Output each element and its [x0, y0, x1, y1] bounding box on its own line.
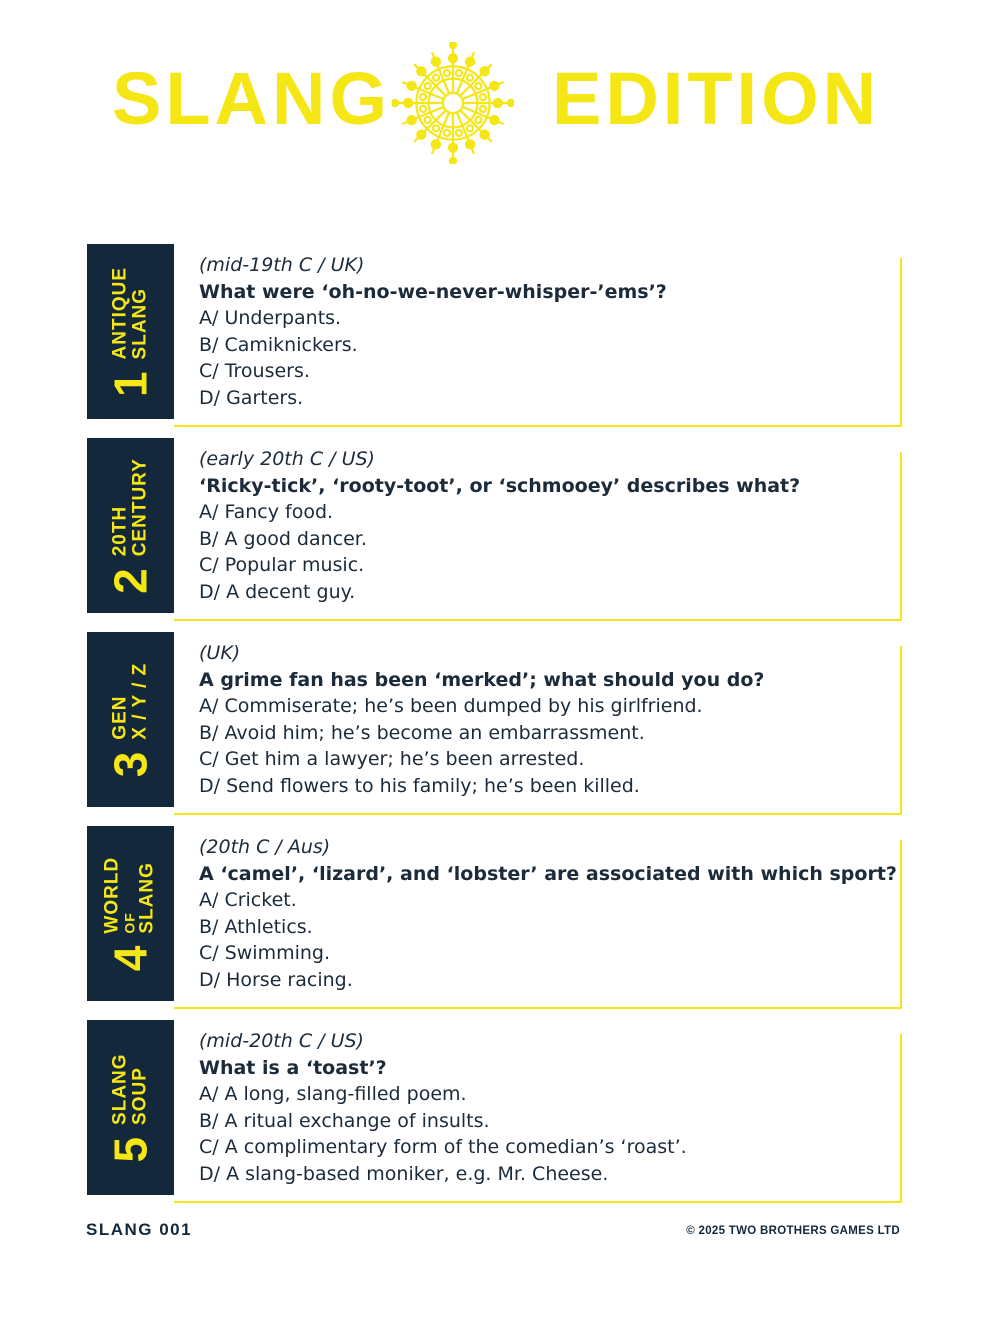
card-content: [199, 1028, 899, 1187]
answer-option: A/ Cricket.: [199, 889, 297, 911]
card-content: [199, 640, 899, 799]
answer-option: D/ A slang-based moniker, e.g. Mr. Cheese.: [199, 1162, 609, 1185]
title-left: SLANG: [112, 57, 391, 140]
origin-label: (mid-20th C / US): [199, 1030, 364, 1052]
category-number: 5: [104, 1136, 156, 1163]
answer-option: B/ Avoid him; he’s become an embarrassment.: [199, 721, 645, 744]
question-card: [87, 632, 902, 810]
answer-option: A/ A long, slang-filled poem.: [199, 1083, 467, 1105]
category-line: OF: [121, 912, 138, 934]
answer-option: B/ Athletics.: [199, 915, 313, 938]
answer-option: D/ Horse racing.: [199, 968, 353, 991]
question-text: A grime fan has been ‘merked’; what should you do?: [199, 668, 765, 691]
category-line: WORLD: [101, 856, 123, 934]
category-line: SLANG: [109, 1053, 131, 1125]
answer-option: C/ Swimming.: [199, 942, 331, 964]
answer-option: B/ A ritual exchange of insults.: [199, 1109, 490, 1132]
answer-option: D/ Garters.: [199, 386, 304, 409]
category-name: [103, 857, 158, 934]
title-right: EDITION: [552, 57, 881, 140]
category-name: [110, 267, 150, 360]
answer-option: B/ Camiknickers.: [199, 333, 358, 356]
question-card: [87, 1020, 902, 1198]
question-text: What were ‘oh-no-we-never-whisper-’ems’?: [199, 280, 667, 303]
category-line: ANTIQUE: [109, 266, 131, 360]
answer-option: A/ Underpants.: [199, 307, 342, 329]
category-line: CENTURY: [129, 458, 150, 557]
category-line: SOUP: [129, 1067, 150, 1125]
snowflake-mandala-icon: [392, 42, 514, 164]
question-card: [87, 244, 902, 422]
category-number: 1: [104, 371, 156, 398]
answer-option: D/ Send flowers to his family; he’s been killed.: [199, 774, 640, 797]
category-label: [87, 439, 174, 614]
answer-option: A/ Fancy food.: [199, 501, 334, 523]
question-text: A ‘camel’, ‘lizard’, and ‘lobster’ are associated with which sport?: [199, 862, 897, 885]
category-label: [87, 245, 174, 420]
category-line: X / Y / Z: [129, 662, 150, 740]
origin-label: (mid-19th C / UK): [199, 254, 365, 276]
category-tab: [87, 632, 174, 807]
category-line: SLANG: [129, 287, 150, 360]
card-content: [199, 252, 899, 411]
origin-label: (early 20th C / US): [199, 448, 375, 470]
category-number: 3: [104, 751, 156, 778]
question-text: What is a ‘toast’?: [199, 1056, 387, 1079]
answer-option: C/ Popular music.: [199, 554, 365, 576]
card-content: [199, 834, 899, 993]
category-line: SLANG: [136, 862, 158, 934]
question-card: [87, 438, 902, 616]
category-number: 4: [104, 945, 156, 972]
category-tab: [87, 826, 174, 1001]
answer-option: B/ A good dancer.: [199, 527, 367, 550]
answer-option: C/ A complimentary form of the comedian’s ‘roast’.: [199, 1136, 687, 1158]
category-name: [110, 458, 150, 556]
copyright: © 2025 TWO BROTHERS GAMES LTD: [686, 1225, 900, 1237]
answer-option: D/ A decent guy.: [199, 580, 356, 603]
category-line: GEN: [109, 695, 131, 740]
category-tab: [87, 244, 174, 419]
header: [0, 40, 988, 170]
category-line: 20TH: [109, 505, 131, 557]
category-tab: [87, 1020, 174, 1195]
category-label: [87, 1021, 174, 1196]
category-name: [110, 1053, 150, 1125]
answer-option: C/ Get him a lawyer; he’s been arrested.: [199, 748, 585, 770]
card-id: SLANG 001: [86, 1220, 193, 1239]
category-label: [87, 827, 174, 1002]
card-content: [199, 446, 899, 605]
answer-option: A/ Commiserate; he’s been dumped by his girlfriend.: [199, 695, 703, 717]
category-number: 2: [104, 568, 156, 594]
origin-label: (20th C / Aus): [199, 836, 331, 858]
question-text: ‘Ricky-tick’, ‘rooty-toot’, or ‘schmooey’ describes what?: [199, 474, 801, 497]
category-name: [110, 663, 150, 740]
origin-label: (UK): [199, 642, 241, 664]
question-card: [87, 826, 902, 1004]
answer-option: C/ Trousers.: [199, 360, 310, 382]
category-label: [87, 633, 174, 808]
category-tab: [87, 438, 174, 613]
